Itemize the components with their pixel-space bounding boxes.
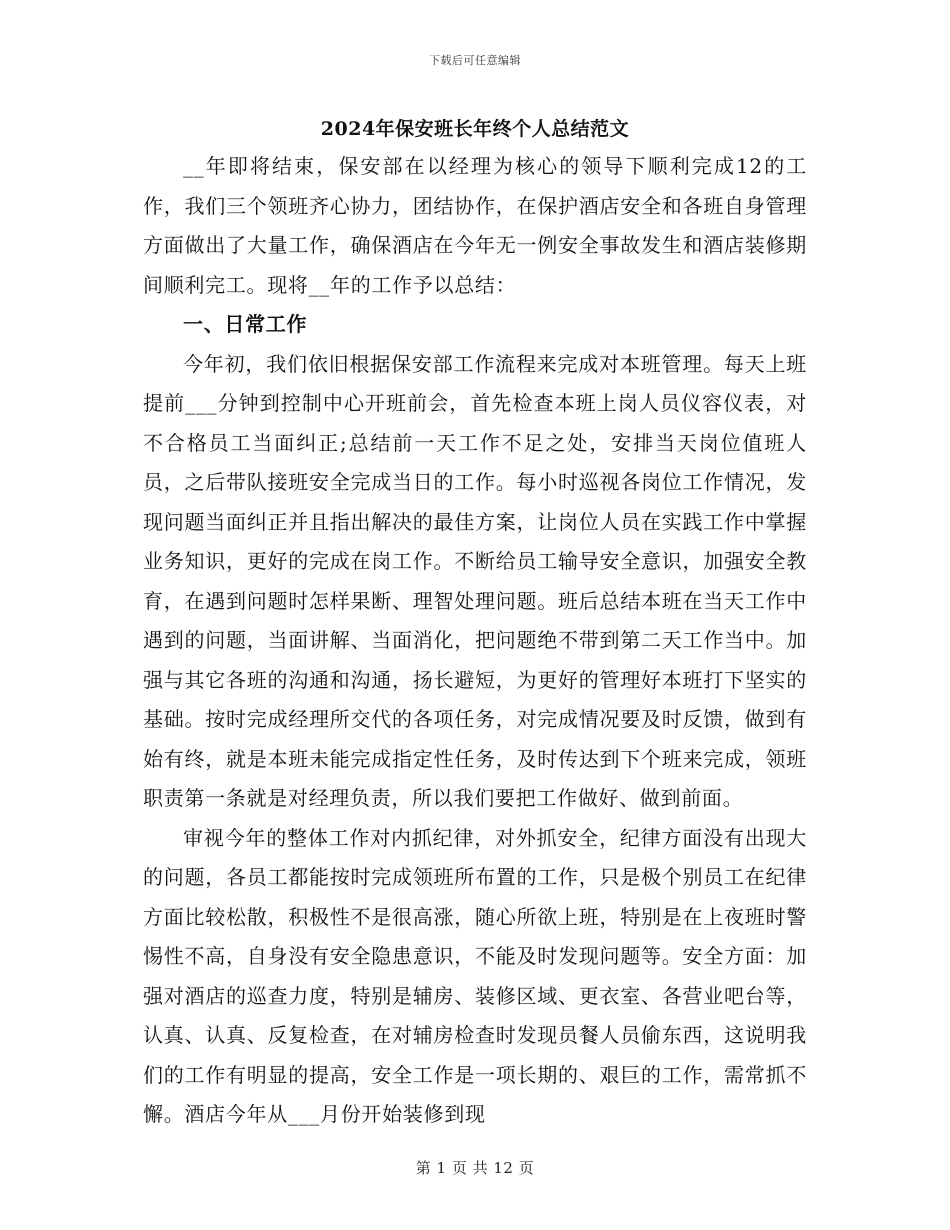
paragraph-review: 审视今年的整体工作对内抓纪律，对外抓安全，纪律方面没有出现大的问题，各员工都能按时完成领班所布置的工作，只是极个别员工在纪律方面比较松散，积极性不是很高涨，随心所欲上班，特别是在上夜班时警惕性不高，自身没有安全隐患意识，不能及时发现问题等。安全方面：加强对酒店的巡查力度，特别是辅房、装修区域、更衣室、各营业吧台等，认真、认真、反复检查，在对辅房检查时发现员餐人员偷东西，这说明我们的工作有明显的提高，安全工作是一项长期的、艰巨的工作，需常抓不懈。酒店今年从___月份开始装修到现 <box>143 825 807 1126</box>
section-heading-daily-work: 一、日常工作 <box>183 312 308 336</box>
page-number: 第 1 页 共 12 页 <box>415 1159 535 1177</box>
paragraph-intro: __年即将结束，保安部在以经理为核心的领导下顺利完成12的工作，我们三个领班齐心协力，团结协作，在保护酒店安全和各班自身管理方面做出了大量工作，确保酒店在今年无一例安全事故发生和酒店装修期间顺利完工。现将__年的工作予以总结： <box>143 154 807 297</box>
header-note: 下载后可任意编辑 <box>429 54 521 67</box>
document-title: 2024年保安班长年终个人总结范文 <box>320 118 630 140</box>
paragraph-daily-work: 今年初，我们依旧根据保安部工作流程来完成对本班管理。每天上班提前___分钟到控制中心开班前会，首先检查本班上岗人员仪容仪表，对不合格员工当面纠正;总结前一天工作不足之处，安排当天岗位值班人员，之后带队接班安全完成当日的工作。每小时巡视各岗位工作情况，发现问题当面纠正并且指出解决的最佳方案，让岗位人员在实践工作中掌握业务知识，更好的完成在岗工作。不断给员工输导安全意识，加强安全教育，在遇到问题时怎样果断、理智处理问题。班后总结本班在当天工作中遇到的问题，当面讲解、当面消化，把问题绝不带到第二天工作当中。加强与其它各班的沟通和沟通，扬长避短，为更好的管理好本班打下坚实的基础。按时完成经理所交代的各项任务，对完成情况要及时反馈，做到有始有终，就是本班未能完成指定性任务，及时传达到下个班来完成，领班职责第一条就是对经理负责，所以我们要把工作做好、做到前面。 <box>143 351 807 810</box>
document-body <box>143 147 807 1135</box>
